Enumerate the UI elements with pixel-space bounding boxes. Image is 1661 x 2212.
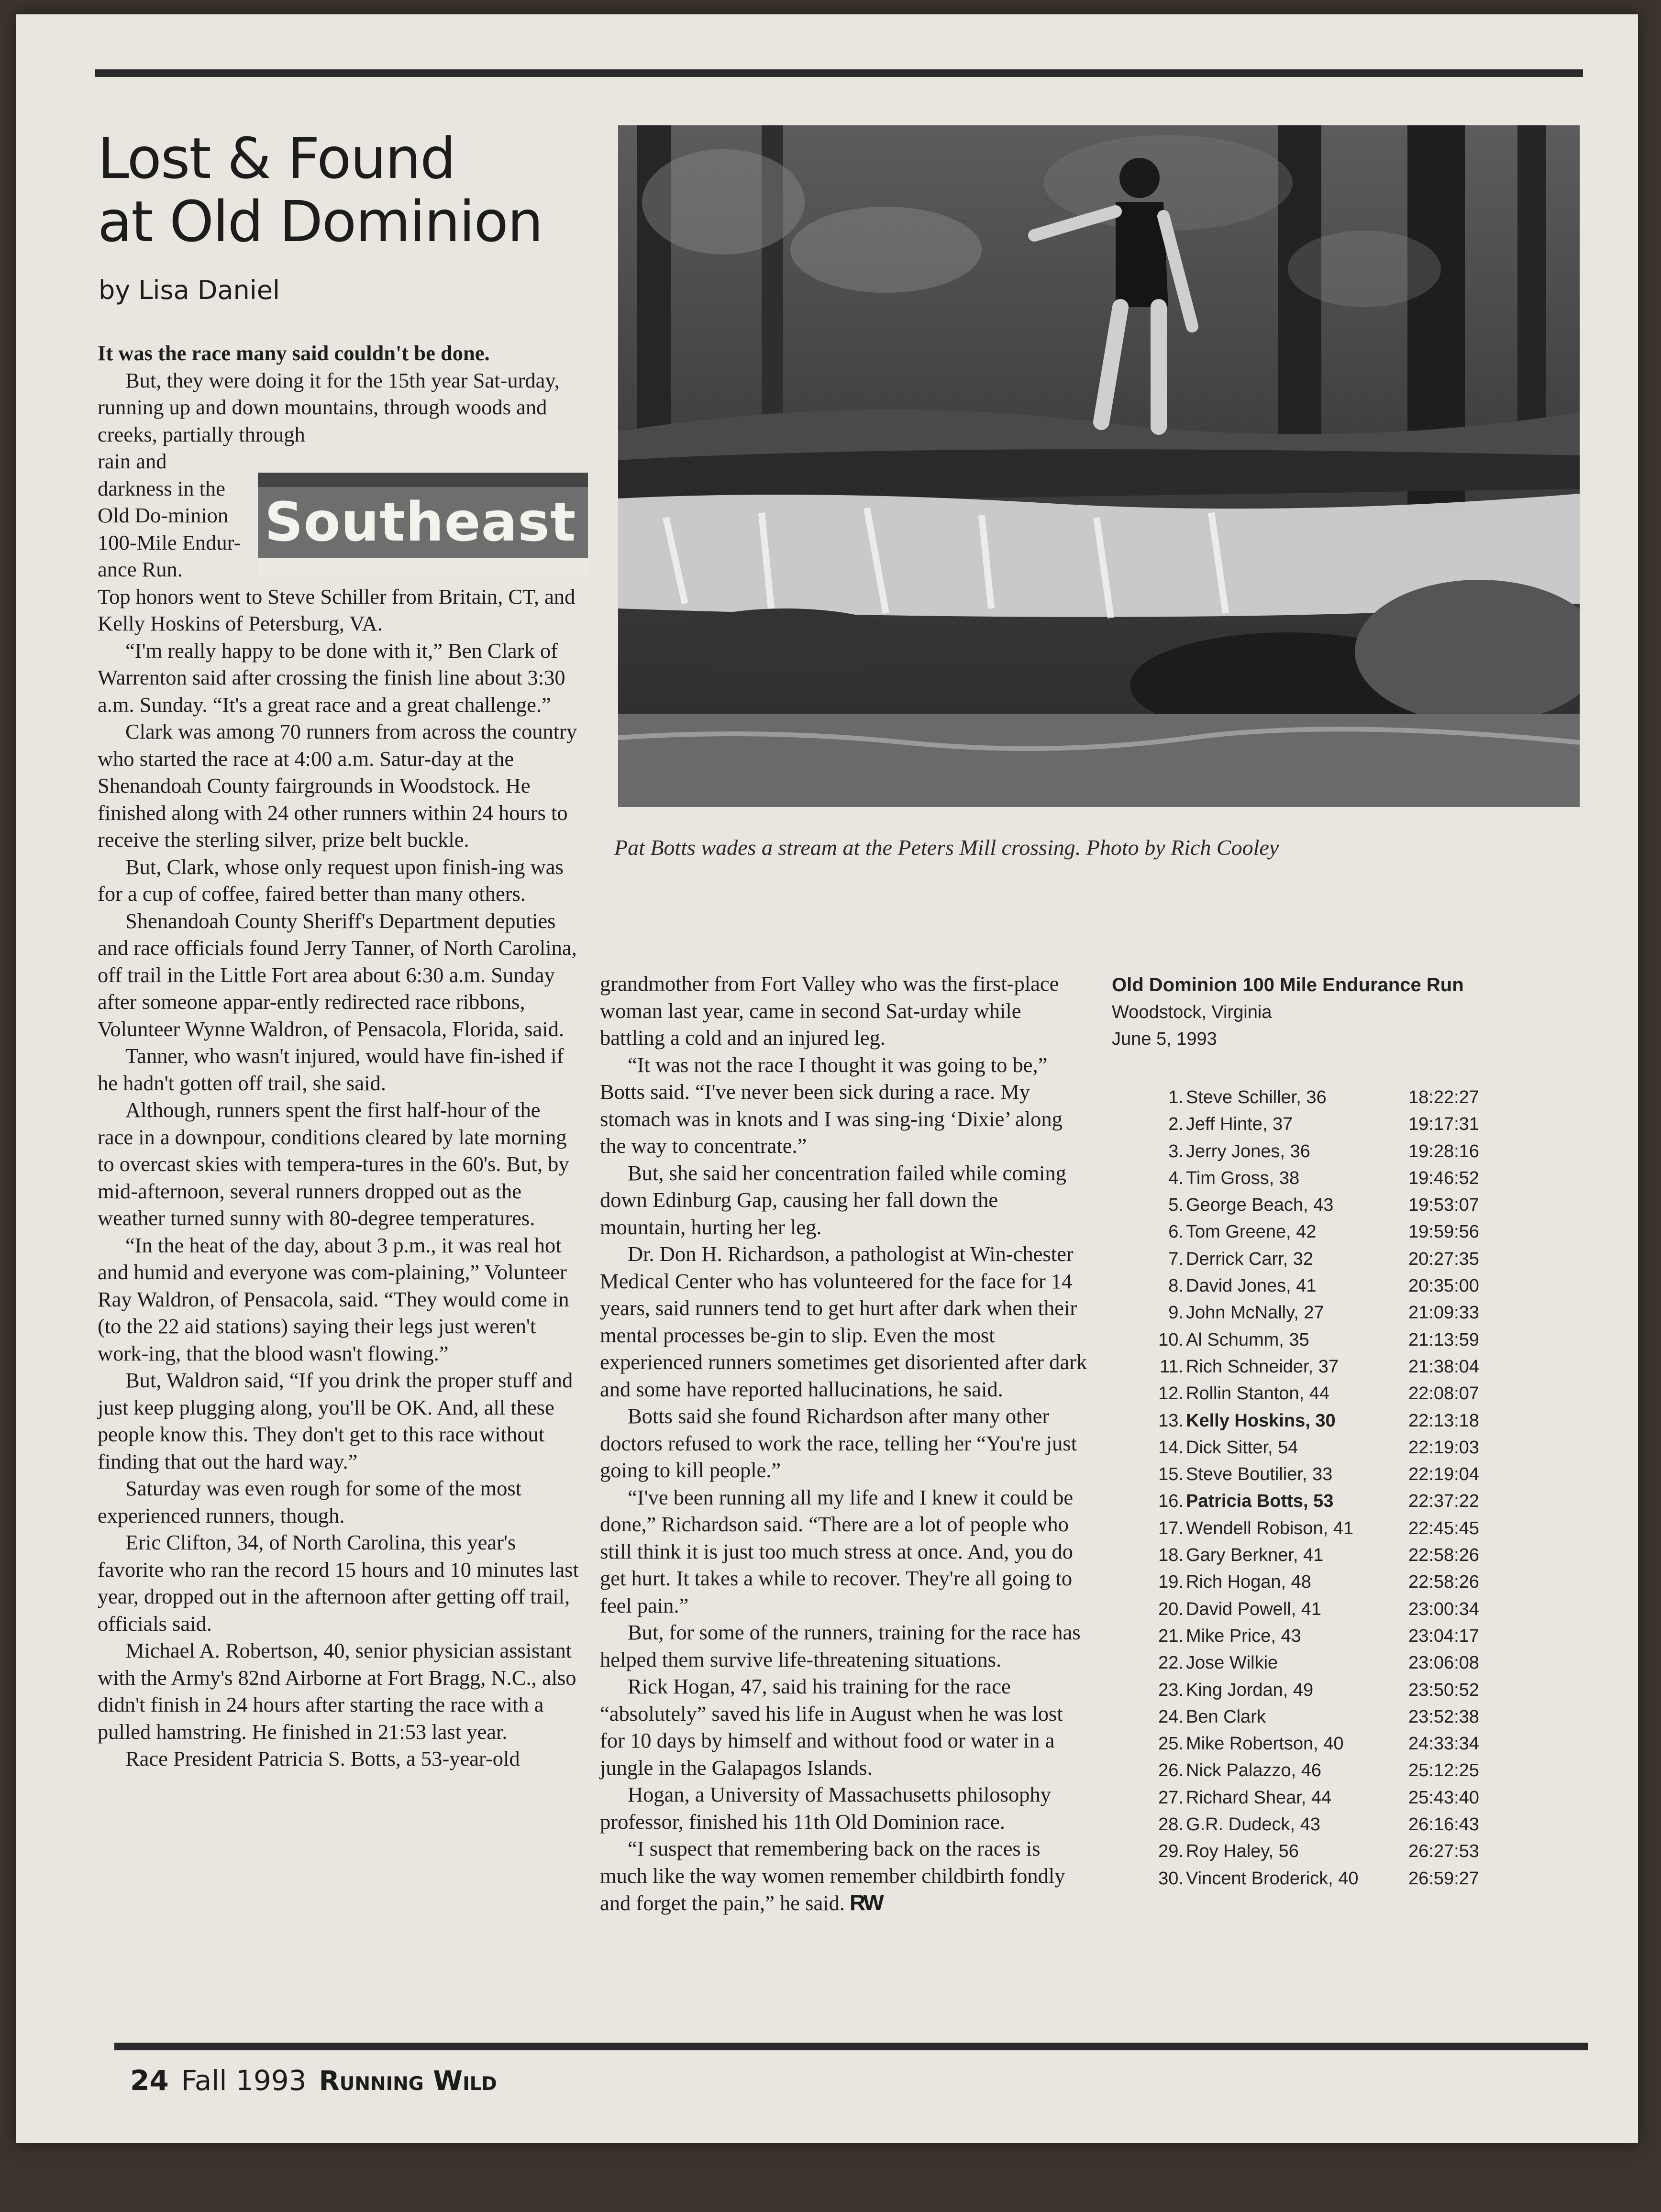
result-place: 11. [1159, 1356, 1184, 1377]
result-time: 23:04:17 [1408, 1626, 1479, 1646]
result-place: 20. [1158, 1599, 1184, 1619]
result-place: 17. [1158, 1518, 1184, 1538]
top-rule [95, 69, 1583, 77]
result-place: 19. [1158, 1572, 1184, 1593]
section-label: Southeast [258, 487, 588, 558]
issue-date: Fall 1993 [181, 2064, 307, 2097]
paragraph [600, 1835, 1088, 1917]
paragraph: But, for some of the runners, training for the race has helped them survive life-threatening situations. [600, 1620, 1081, 1671]
photo-illustration [618, 125, 1580, 807]
result-place: 15. [1158, 1464, 1184, 1485]
results-row [1112, 1569, 1509, 1595]
paragraph: Botts said she found Richardson after many other doctors refused to work the race, telling her “You're just going to kill people.” [600, 1404, 1077, 1482]
result-name: Roy Haley, 56 [1186, 1841, 1299, 1862]
paragraph: It was the race many said couldn't be done. [98, 341, 490, 365]
result-time: 23:00:34 [1408, 1599, 1479, 1619]
paragraph: But, she said her concentration failed while coming down Edinburg Gap, causing her fall down the mountain, hurting her leg. [600, 1161, 1066, 1239]
result-place: 30. [1158, 1868, 1184, 1889]
results-row [1112, 1649, 1509, 1676]
result-name: Jeff Hinte, 37 [1186, 1114, 1293, 1135]
result-time: 20:35:00 [1408, 1276, 1479, 1296]
result-place: 22. [1158, 1653, 1184, 1673]
result-name: George Beach, 43 [1186, 1195, 1334, 1216]
paragraph: Saturday was even rough for some of the most experienced runners, though. [98, 1476, 522, 1527]
result-place: 13. [1158, 1410, 1184, 1431]
result-name: Mike Price, 43 [1186, 1626, 1301, 1646]
paragraph: Rick Hogan, 47, said his training for the race “absolutely” saved his life in August when he was lost for 10 days by himself and without food or water in a jungle in the Galapagos Islands. [600, 1674, 1063, 1780]
results-row [1112, 1272, 1509, 1299]
result-time: 22:45:45 [1408, 1518, 1479, 1538]
result-name: Derrick Carr, 32 [1186, 1249, 1314, 1269]
result-place: 25. [1158, 1734, 1184, 1754]
result-name: Dick Sitter, 54 [1186, 1437, 1298, 1458]
result-time: 26:27:53 [1408, 1841, 1479, 1862]
paragraph: “I'm really happy to be done with it,” Ben Clark of Warrenton said after crossing the finish line about 3:30 a.m. Sunday. “It's a great race and a great challenge.” [98, 638, 565, 717]
results-row [1112, 1542, 1509, 1569]
result-time: 21:09:33 [1408, 1303, 1479, 1323]
result-name: David Powell, 41 [1186, 1599, 1322, 1619]
paragraph: grandmother from Fort Valley who was the first-place woman last year, came in second Sat-urday while battling a cold and an injured leg. [600, 972, 1059, 1050]
result-time: 19:46:52 [1408, 1168, 1479, 1188]
paragraph: Tanner, who wasn't injured, would have fin-ished if he hadn't gotten off trail, she said. [98, 1044, 564, 1095]
result-time: 26:59:27 [1408, 1868, 1479, 1889]
paragraph: Dr. Don H. Richardson, a pathologist at Win-chester Medical Center who has volunteered for the face for 14 years, said runners tend to get hurt after dark when their mental processes be-gin to slip. Even the most experienced runners sometimes get disoriented after dark and some have reported hallucinations, he said. [600, 1242, 1087, 1401]
result-time: 26:16:43 [1408, 1814, 1479, 1835]
result-place: 4. [1168, 1168, 1184, 1188]
photo-caption: Pat Botts wades a stream at the Peters Mill crossing. Photo by Rich Cooley [614, 835, 1279, 860]
results-row [1112, 1111, 1509, 1138]
magazine-page [16, 14, 1638, 2143]
result-name: G.R. Dudeck, 43 [1186, 1814, 1320, 1835]
bottom-rule [114, 2043, 1588, 2050]
results-row [1112, 1865, 1509, 1892]
result-name: King Jordan, 49 [1186, 1680, 1314, 1700]
rw-end-logo: RW [850, 1890, 882, 1915]
result-time: 25:43:40 [1408, 1787, 1479, 1808]
result-place: 29. [1158, 1841, 1184, 1862]
result-place: 26. [1158, 1760, 1184, 1781]
result-name: Nick Palazzo, 46 [1186, 1760, 1322, 1781]
result-time: 22:08:07 [1408, 1383, 1479, 1404]
magazine-name: Running Wild [319, 2066, 497, 2097]
result-time: 19:59:56 [1408, 1222, 1479, 1242]
results-row [1112, 1838, 1509, 1865]
result-name: Kelly Hoskins, 30 [1186, 1410, 1336, 1431]
result-name: Steve Boutilier, 33 [1186, 1464, 1333, 1485]
result-time: 18:22:27 [1408, 1087, 1479, 1107]
result-name: Jerry Jones, 36 [1186, 1141, 1310, 1161]
result-name: Rollin Stanton, 44 [1186, 1383, 1329, 1404]
article-column-2 [600, 970, 1088, 1917]
results-row [1112, 1623, 1509, 1649]
page-number: 24 [130, 2064, 169, 2097]
paragraph: Race President Patricia S. Botts, a 53-year-old [125, 1747, 520, 1770]
results-row [1112, 1730, 1509, 1757]
result-time: 23:06:08 [1408, 1653, 1479, 1673]
result-name: Al Schumm, 35 [1186, 1329, 1309, 1350]
paragraph: Clark was among 70 runners from across the country who started the race at 4:00 a.m. Satur-day at the Shenandoah County fairgrounds in Woodstock. He finished along with 24 other runners within 24 hours to receive the sterling silver, prize belt buckle. [98, 719, 577, 852]
result-name: John McNally, 27 [1186, 1303, 1324, 1323]
results-row [1112, 1138, 1509, 1165]
result-name: Rich Schneider, 37 [1186, 1356, 1339, 1377]
results-row [1112, 1784, 1509, 1811]
result-name: Tom Greene, 42 [1186, 1222, 1317, 1242]
results-date: June 5, 1993 [1112, 1029, 1217, 1049]
result-place: 28. [1158, 1814, 1184, 1835]
result-place: 2. [1168, 1114, 1184, 1135]
results-row [1112, 1407, 1509, 1434]
results-row [1112, 1353, 1509, 1380]
result-time: 22:19:03 [1408, 1437, 1479, 1458]
paragraph: But, Waldron said, “If you drink the proper stuff and just keep plugging along, you'll be OK. And, all these people know this. They don't get to this race without finding that out the hard way.” [98, 1368, 573, 1473]
result-place: 21. [1158, 1626, 1184, 1646]
result-place: 24. [1158, 1706, 1184, 1727]
results-row [1112, 1811, 1509, 1838]
results-row [1112, 1461, 1509, 1488]
result-place: 8. [1168, 1276, 1184, 1296]
results-list [1112, 1084, 1509, 1892]
result-place: 10. [1158, 1329, 1184, 1350]
results-row [1112, 1218, 1509, 1245]
result-place: 3. [1168, 1141, 1184, 1161]
result-place: 14. [1158, 1437, 1184, 1458]
result-place: 12. [1158, 1383, 1184, 1404]
result-name: Steve Schiller, 36 [1186, 1087, 1327, 1107]
result-time: 23:52:38 [1408, 1706, 1479, 1727]
result-place: 23. [1158, 1680, 1184, 1700]
result-time: 22:58:26 [1408, 1545, 1479, 1566]
result-place: 5. [1168, 1195, 1184, 1216]
result-time: 22:58:26 [1408, 1572, 1479, 1593]
result-time: 25:12:25 [1408, 1760, 1479, 1781]
results-title: Old Dominion 100 Mile Endurance Run [1112, 974, 1464, 995]
result-time: 22:19:04 [1408, 1464, 1479, 1485]
result-name: Gary Berkner, 41 [1186, 1545, 1324, 1566]
result-name: Tim Gross, 38 [1186, 1168, 1300, 1188]
result-time: 21:13:59 [1408, 1329, 1479, 1350]
result-name: Patricia Botts, 53 [1186, 1491, 1334, 1512]
results-row [1112, 1380, 1509, 1407]
paragraph: But, Clark, whose only request upon finish-ing was for a cup of coffee, faired better than many others. [98, 854, 564, 906]
result-place: 18. [1158, 1545, 1184, 1566]
result-place: 1. [1168, 1087, 1184, 1107]
headline-line-2: at Old Dominion [98, 188, 543, 254]
result-time: 19:53:07 [1408, 1195, 1479, 1216]
result-time: 22:13:18 [1408, 1410, 1479, 1431]
results-row [1112, 1299, 1509, 1326]
result-name: Jose Wilkie [1186, 1653, 1278, 1673]
results-row [1112, 1165, 1509, 1192]
results-row [1112, 1192, 1509, 1218]
headline-line-1: Lost & Found [98, 125, 455, 191]
result-name: Vincent Broderick, 40 [1186, 1868, 1359, 1889]
result-name: David Jones, 41 [1186, 1276, 1317, 1296]
result-name: Mike Robertson, 40 [1186, 1734, 1344, 1754]
result-place: 27. [1158, 1787, 1184, 1808]
closing-quote: “I suspect that remembering back on the races is much like the way women remember childbirth fondly and forget the pain,” he said. [600, 1836, 1065, 1915]
article-column-1 [98, 340, 581, 1772]
result-time: 24:33:34 [1408, 1734, 1479, 1754]
results-row [1112, 1246, 1509, 1272]
results-row [1112, 1677, 1509, 1703]
result-name: Rich Hogan, 48 [1186, 1572, 1311, 1593]
results-row [1112, 1327, 1509, 1353]
stream-photo [618, 125, 1580, 807]
result-name: Richard Shear, 44 [1186, 1787, 1332, 1808]
results-row [1112, 1488, 1509, 1515]
results-row [1112, 1757, 1509, 1784]
results-row [1112, 1596, 1509, 1623]
result-place: 16. [1158, 1491, 1184, 1512]
result-place: 9. [1168, 1303, 1184, 1323]
paragraph: “In the heat of the day, about 3 p.m., it was real hot and humid and everyone was com-plaining,” Volunteer Ray Waldron, of Pensacola, said. “They would come in (to the 22 aid stations) saying their legs just weren't work-ing, that the blood wasn't flowing.” [98, 1233, 569, 1365]
result-time: 22:37:22 [1408, 1491, 1479, 1512]
results-header [1112, 971, 1464, 1052]
results-row [1112, 1703, 1509, 1730]
paragraph: Shenandoah County Sheriff's Department deputies and race officials found Jerry Tanner, of North Carolina, off trail in the Little Fort area about 6:30 a.m. Sunday after someone appar-ently redirected race ribbons, Volunteer Wynne Waldron, of Pensacola, Florida, said. [98, 908, 577, 1041]
paragraph: “It was not the race I thought it was going to be,” Botts said. “I've never been sick during a race. My stomach was in knots and I was sing-ing ‘Dixie’ along the way to concentrate.” [600, 1052, 1063, 1158]
results-location: Woodstock, Virginia [1112, 1002, 1272, 1022]
paragraph: “I've been running all my life and I knew it could be done,” Richardson said. “There are a lot of people who still think it is just too much stress at once. And, you do get hurt. It takes a while to recover. They're all going to feel pain.” [600, 1485, 1074, 1617]
results-row [1112, 1434, 1509, 1461]
article-headline [98, 127, 576, 253]
paragraph: Eric Clifton, 34, of North Carolina, this year's favorite who ran the record 15 hours and 10 minutes last year, dropped out in the afternoon after getting off trail, officials said. [98, 1530, 579, 1636]
paragraph: Michael A. Robertson, 40, senior physician assistant with the Army's 82nd Airborne at Fort Bragg, N.C., also didn't finish in 24 hours after starting the race with a pulled hamstring. He finished in 21:53 last year. [98, 1638, 576, 1744]
byline: by Lisa Daniel [99, 275, 280, 305]
paragraph: But, they were doing it for the 15th year Sat-urday, running up and down mountains, through woods and creeks, partially through [98, 368, 560, 446]
result-time: 21:38:04 [1408, 1356, 1479, 1377]
result-time: 23:50:52 [1408, 1680, 1479, 1700]
paragraph: Hogan, a University of Massachusetts philosophy professor, finished his 11th Old Dominion race. [600, 1782, 1051, 1834]
result-name: Wendell Robison, 41 [1186, 1518, 1353, 1538]
paragraph: Top honors went to Steve Schiller from Britain, CT, and Kelly Hoskins of Petersburg, VA. [98, 584, 576, 635]
paragraph: Although, runners spent the first half-hour of the race in a downpour, conditions cleared by late morning to overcast skies with tempera-tures in the 60's. But, by mid-afternoon, several runners dropped out as the weather turned sunny with 80-degree temperatures. [98, 1098, 569, 1230]
paragraph: rain and darkness in the Old Do-minion 100-Mile Endur-ance Run. [98, 449, 241, 581]
result-name: Ben Clark [1186, 1706, 1266, 1727]
result-time: 19:28:16 [1408, 1141, 1479, 1161]
result-time: 19:17:31 [1408, 1114, 1479, 1135]
result-place: 6. [1168, 1222, 1184, 1242]
results-row [1112, 1515, 1509, 1542]
result-time: 20:27:35 [1408, 1249, 1479, 1269]
page-footer [130, 2064, 497, 2097]
result-place: 7. [1168, 1249, 1184, 1269]
results-row [1112, 1084, 1509, 1111]
